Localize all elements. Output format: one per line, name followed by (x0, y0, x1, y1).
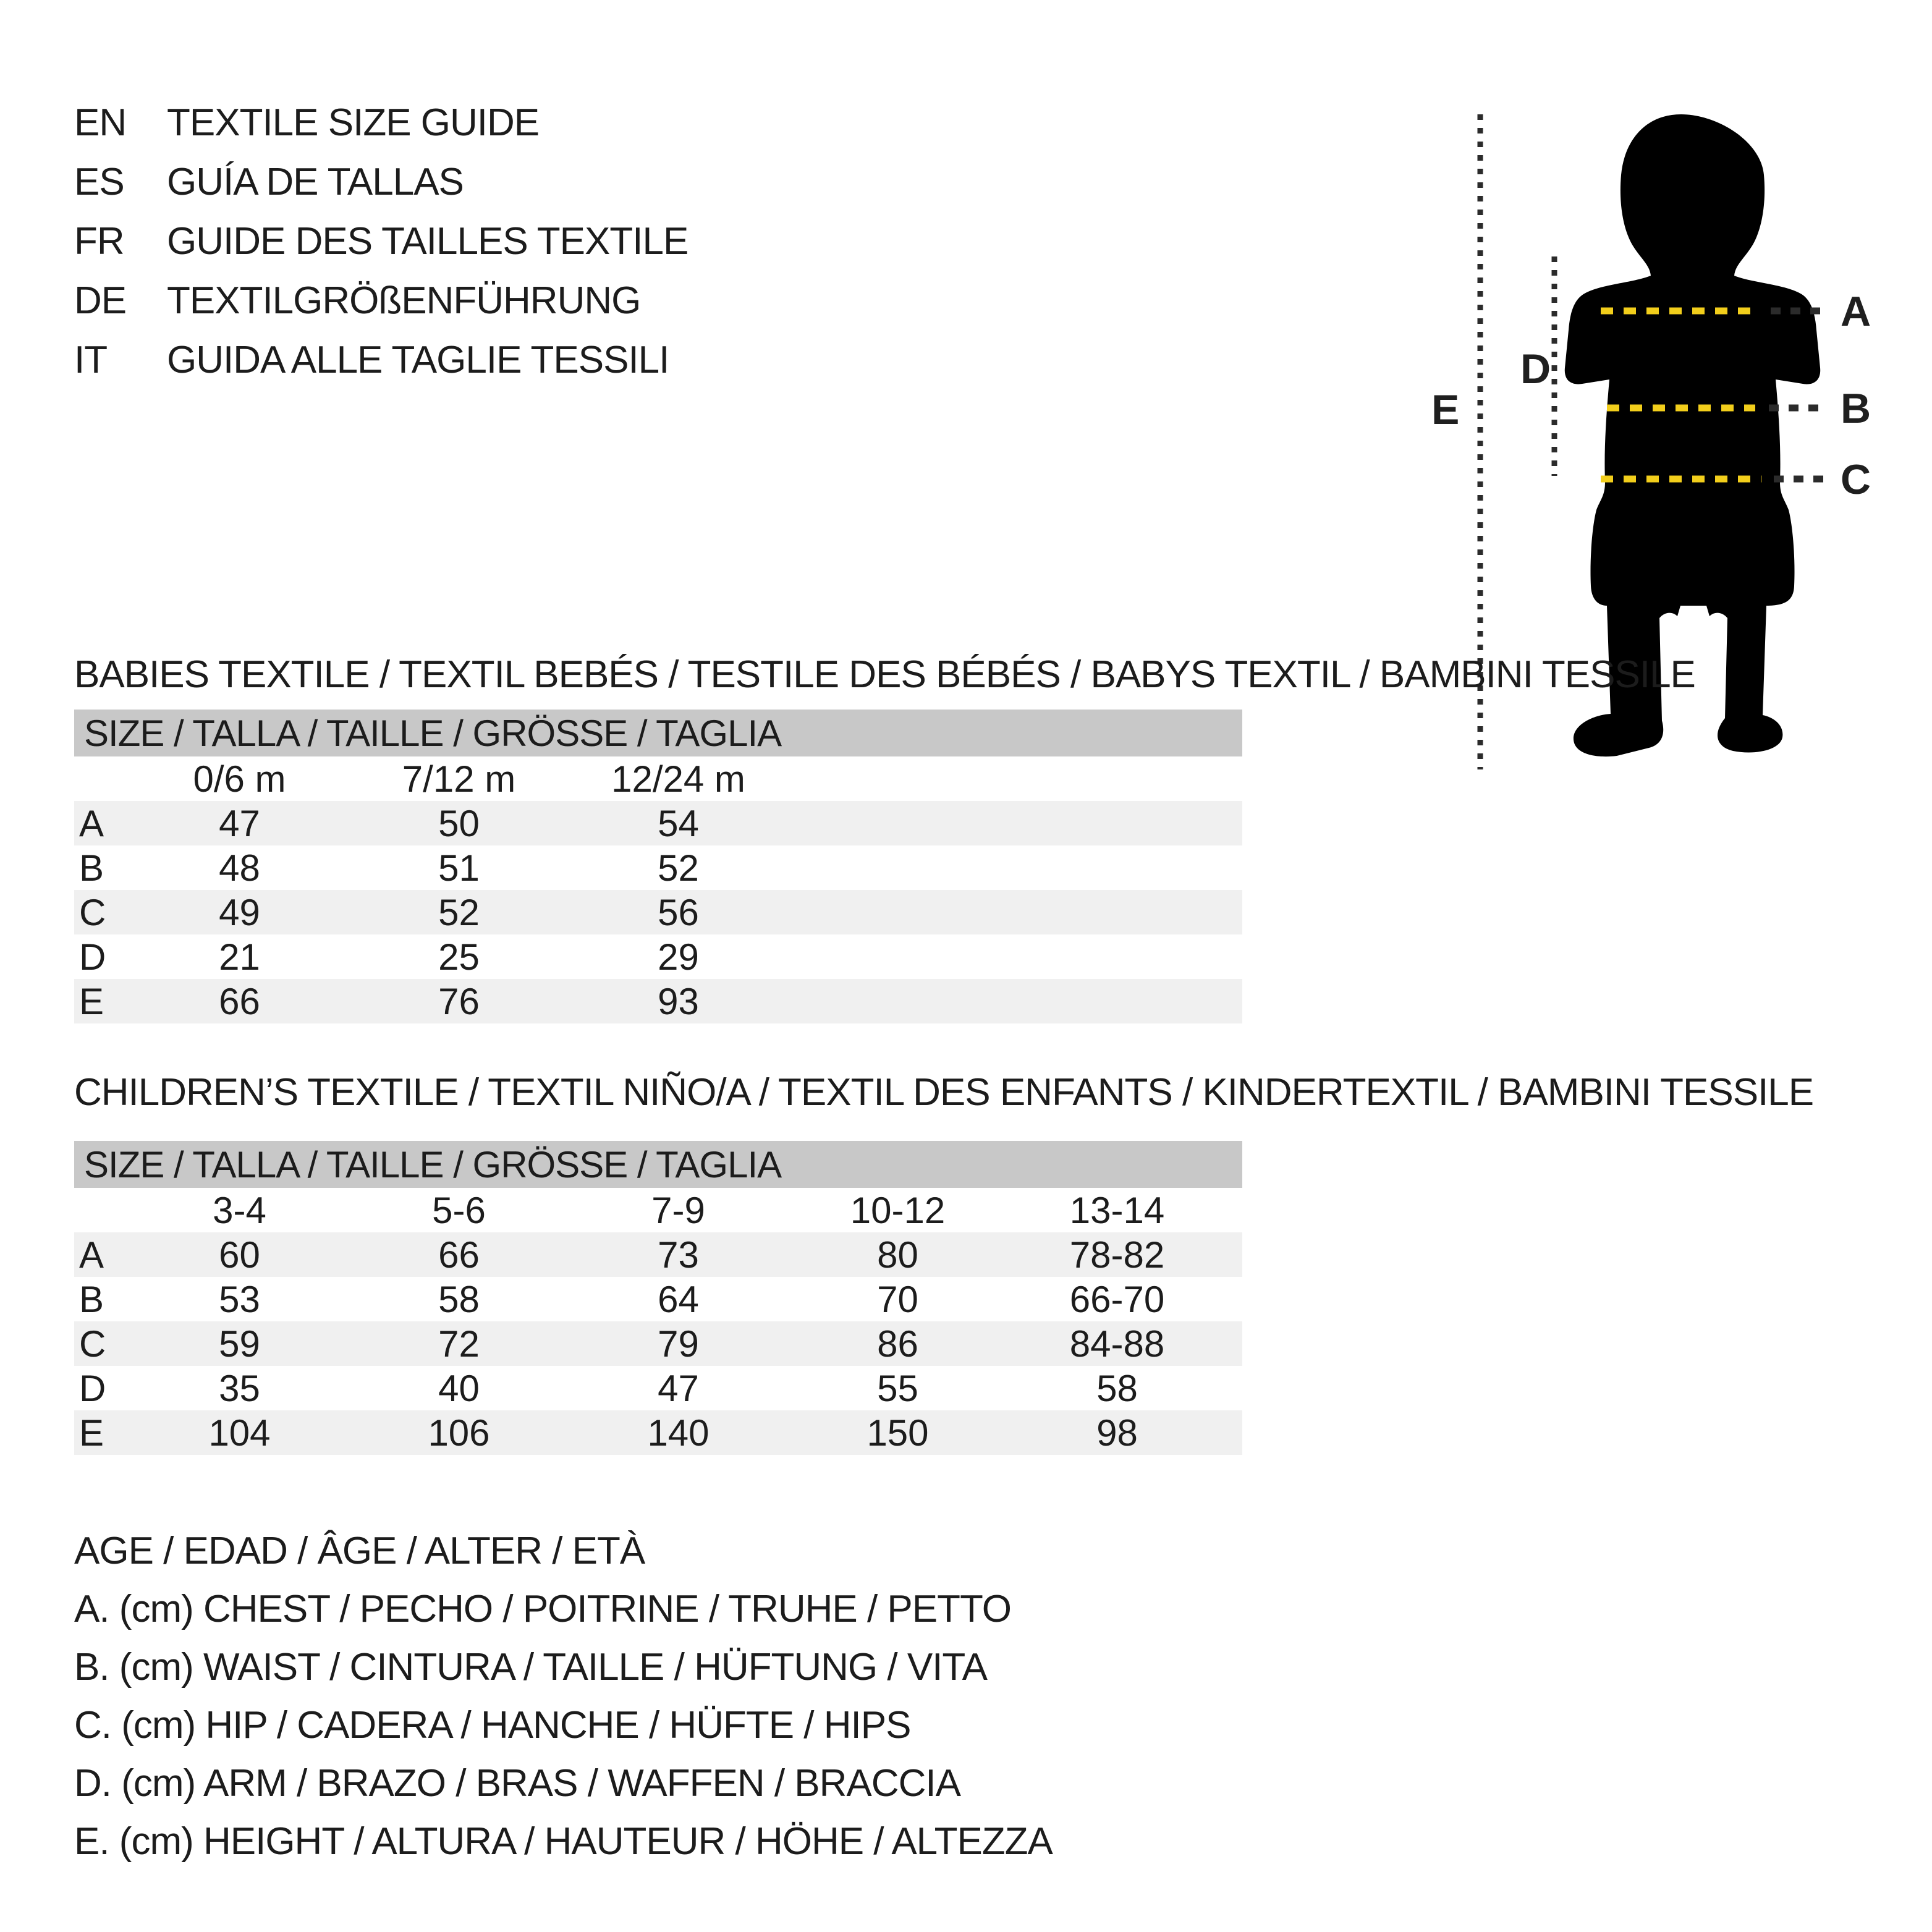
table-cell: 140 (647, 1412, 710, 1454)
table-cell: 70 (877, 1278, 918, 1320)
row-label: A (79, 802, 104, 844)
guide-title: GUÍA DE TALLAS (167, 160, 464, 203)
figure-label-a: A (1841, 288, 1871, 335)
table-cell: 51 (438, 847, 480, 889)
table-cell: 73 (658, 1234, 699, 1276)
babies-column-header-row (74, 756, 1242, 801)
column-header: 5-6 (432, 1189, 486, 1231)
legend-line-waist: B. (cm) WAIST / CINTURA / TAILLE / HÜFTUNG / VITA (74, 1645, 988, 1688)
column-header: 3-4 (213, 1189, 266, 1231)
legend-line-age: AGE / EDAD / ÂGE / ALTER / ETÀ (74, 1529, 645, 1572)
table-cell: 35 (219, 1367, 260, 1409)
table-row (74, 801, 1242, 845)
language-code: DE (74, 279, 127, 322)
table-cell: 66-70 (1069, 1278, 1165, 1320)
table-cell: 52 (438, 891, 480, 933)
row-label: A (79, 1234, 104, 1276)
table-cell: 98 (1096, 1412, 1138, 1454)
table-row (74, 1366, 1242, 1410)
legend-line-hip: C. (cm) HIP / CADERA / HANCHE / HÜFTE / HIPS (74, 1703, 911, 1747)
guide-title: TEXTILGRÖßENFÜHRUNG (167, 279, 641, 322)
table-cell: 47 (658, 1367, 699, 1409)
language-header (74, 93, 688, 389)
table-cell: 56 (658, 891, 699, 933)
language-row (74, 211, 688, 271)
column-header: 7/12 m (402, 758, 516, 800)
table-cell: 47 (219, 802, 260, 844)
guide-title: GUIDA ALLE TAGLIE TESSILI (167, 338, 669, 381)
table-cell: 150 (866, 1412, 929, 1454)
table-cell: 79 (658, 1323, 699, 1365)
table-row (74, 979, 1242, 1023)
figure-label-b: B (1841, 385, 1871, 432)
guide-title: GUIDE DES TAILLES TEXTILE (167, 219, 688, 263)
language-code: ES (74, 160, 124, 203)
row-label: D (79, 936, 106, 978)
row-label: B (79, 847, 104, 889)
legend-line-chest: A. (cm) CHEST / PECHO / POITRINE / TRUHE / PETTO (74, 1587, 1011, 1630)
table-cell: 106 (428, 1412, 490, 1454)
table-cell: 78-82 (1069, 1234, 1165, 1276)
babies-size-table (74, 710, 1242, 1023)
table-cell: 25 (438, 936, 480, 978)
table-row (74, 1277, 1242, 1321)
language-code: FR (74, 219, 124, 263)
row-label: C (79, 1323, 106, 1365)
table-cell: 54 (658, 802, 699, 844)
table-cell: 93 (658, 980, 699, 1022)
figure-label-d: D (1520, 345, 1551, 392)
table-cell: 84-88 (1069, 1323, 1165, 1365)
table-cell: 60 (219, 1234, 260, 1276)
table-cell: 59 (219, 1323, 260, 1365)
column-header: 0/6 m (193, 758, 286, 800)
child-silhouette-diagram (1421, 49, 1932, 822)
table-cell: 66 (219, 980, 260, 1022)
row-label: E (79, 1412, 104, 1454)
table-cell: 50 (438, 802, 480, 844)
row-label: D (79, 1367, 106, 1409)
children-column-header-row (74, 1188, 1242, 1232)
table-cell: 21 (219, 936, 260, 978)
table-cell: 49 (219, 891, 260, 933)
table-cell: 72 (438, 1323, 480, 1365)
language-row (74, 271, 688, 330)
table-cell: 40 (438, 1367, 480, 1409)
table-cell: 58 (1096, 1367, 1138, 1409)
language-row (74, 330, 688, 389)
table-row (74, 1321, 1242, 1366)
legend-line-arm: D. (cm) ARM / BRAZO / BRAS / WAFFEN / BRACCIA (74, 1761, 960, 1805)
language-code: IT (74, 338, 108, 381)
column-header: 13-14 (1069, 1189, 1165, 1231)
table-cell: 66 (438, 1234, 480, 1276)
children-size-header-bar: SIZE / TALLA / TAILLE / GRÖSSE / TAGLIA (74, 1141, 1242, 1188)
table-row (74, 845, 1242, 890)
measurement-figure (1421, 49, 1932, 822)
table-cell: 58 (438, 1278, 480, 1320)
figure-label-c: C (1841, 456, 1871, 503)
column-header: 7-9 (651, 1189, 705, 1231)
row-label: B (79, 1278, 104, 1320)
row-label: C (79, 891, 106, 933)
table-cell: 76 (438, 980, 480, 1022)
measurement-legend (74, 1522, 1053, 1870)
legend-line-height: E. (cm) HEIGHT / ALTURA / HAUTEUR / HÖHE / ALTEZZA (74, 1820, 1053, 1863)
language-row (74, 93, 688, 152)
row-label: E (79, 980, 104, 1022)
table-cell: 29 (658, 936, 699, 978)
column-header: 12/24 m (611, 758, 745, 800)
babies-section-heading: BABIES TEXTILE / TEXTIL BEBÉS / TESTILE DES BÉBÉS / BABYS TEXTIL / BAMBINI TESSILE (74, 653, 1695, 696)
children-size-table (74, 1141, 1242, 1455)
babies-size-header-bar: SIZE / TALLA / TAILLE / GRÖSSE / TAGLIA (74, 710, 1242, 756)
table-row (74, 890, 1242, 934)
table-cell: 52 (658, 847, 699, 889)
table-cell: 48 (219, 847, 260, 889)
children-section-heading: CHILDREN’S TEXTILE / TEXTIL NIÑO/A / TEXTIL DES ENFANTS / KINDERTEXTIL / BAMBINI TESSILE (74, 1071, 1814, 1114)
column-header: 10-12 (850, 1189, 946, 1231)
table-cell: 53 (219, 1278, 260, 1320)
figure-label-e: E (1431, 386, 1460, 433)
table-cell: 80 (877, 1234, 918, 1276)
table-row (74, 934, 1242, 979)
table-row (74, 1410, 1242, 1455)
language-row (74, 152, 688, 211)
guide-title: TEXTILE SIZE GUIDE (167, 101, 540, 144)
table-cell: 86 (877, 1323, 918, 1365)
table-cell: 104 (208, 1412, 271, 1454)
table-cell: 64 (658, 1278, 699, 1320)
table-row (74, 1232, 1242, 1277)
table-cell: 55 (877, 1367, 918, 1409)
language-code: EN (74, 101, 127, 144)
